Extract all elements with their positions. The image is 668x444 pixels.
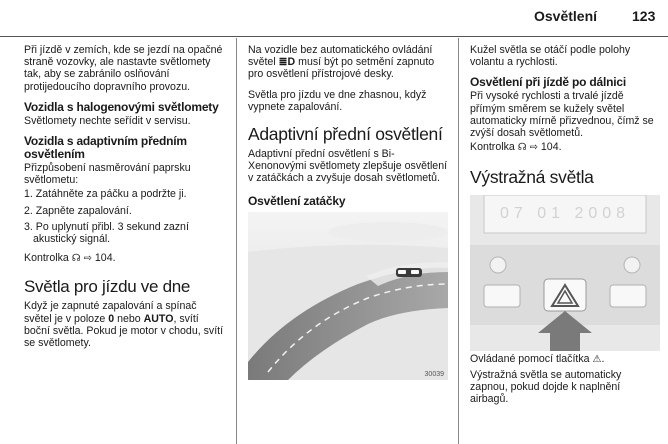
adaptive-paragraph: Přizpůsobení nasměrování paprsku světlometu: xyxy=(24,162,191,187)
headlight-icon: ≣D xyxy=(278,56,296,69)
page-reference: 104. xyxy=(540,141,562,154)
day-text-b: , svítí boční světla. Pokud je motor v chodu, svítí se světlomety. xyxy=(24,312,224,350)
column-divider-2 xyxy=(458,38,459,444)
heading-highway: Osvětlení při jízdě po dálnici xyxy=(470,75,627,90)
page-reference: 104. xyxy=(94,252,116,265)
page-number: 123 xyxy=(632,8,656,24)
header-divider xyxy=(0,36,668,37)
column-1 xyxy=(24,44,224,357)
steps-list xyxy=(24,188,224,245)
airbag-paragraph: Výstražná světla se automaticky zapnou, pokud dojde k naplnění airbagů. xyxy=(470,368,622,406)
curve-light-figure xyxy=(248,212,448,380)
light-range-icon: ☊ xyxy=(517,142,527,154)
button-paragraph xyxy=(470,353,660,366)
highway-paragraph: Při vysoké rychlosti a trvalé jízdě přímým směrem se kužely světel automaticky mírně přizvednou, čímž se zvýší dosah světlometů. xyxy=(470,90,654,140)
column-3 xyxy=(470,44,660,413)
switch-auto: AUTO xyxy=(143,312,174,325)
intro-paragraph: Při jízdě v zemích, kde se jezdí na opačné straně vozovky, ale nastavte světlomety tak, aby se zabránilo oslňování protijedoucího dopravního provozu. xyxy=(24,44,223,93)
heading-curve-light: Osvětlení zatáčky xyxy=(248,193,346,208)
switch-zero: 0 xyxy=(108,312,115,325)
day-lights-paragraph xyxy=(24,300,224,349)
kontrolka-label: Kontrolka xyxy=(470,141,515,154)
halogen-paragraph: Světlomety nechte seřídit v servisu. xyxy=(24,114,191,127)
light-range-icon: ☊ xyxy=(71,253,81,265)
page-header xyxy=(0,0,668,36)
arrow-right-icon: ⇨ xyxy=(83,253,92,265)
auto-lights-paragraph xyxy=(248,44,448,81)
hazard-warning-icon: ⚠ xyxy=(592,354,602,366)
road-illustration xyxy=(248,212,448,380)
day-text-a: Když je zapnuté zapalování a spínač světel je v poloze xyxy=(24,300,197,325)
section-title: Osvětlení xyxy=(534,8,598,24)
auto-text-a: Na vozidle bez automatického ovládání světel xyxy=(248,44,433,69)
figure-number: 30039 xyxy=(424,370,444,378)
heading-halogen: Vozidla s halogenovými světlomety xyxy=(24,99,219,114)
column-divider-1 xyxy=(236,38,237,444)
heading-day-lights: Světla pro jízdu ve dne xyxy=(24,277,191,297)
kontrolka-label: Kontrolka xyxy=(24,252,69,265)
cone-paragraph: Kužel světla se otáčí podle polohy volantu a rychlosti. xyxy=(470,44,631,69)
period: . xyxy=(601,353,605,366)
button-text: Ovládané pomocí tlačítka xyxy=(470,353,590,366)
auto-text-b: musí být po setmění zapnuto pro osvětlení přístrojové desky. xyxy=(248,56,435,81)
heading-adaptive: Vozidla s adaptivním předním osvětlením xyxy=(24,134,187,162)
hazard-figure xyxy=(470,195,660,351)
list-item: 2. Zapněte zapalování. xyxy=(24,204,132,217)
list-item: 1. Zatáhněte za páčku a podržte ji. xyxy=(24,188,187,201)
arrow-right-icon: ⇨ xyxy=(529,142,538,154)
heading-afl: Adaptivní přední osvětlení xyxy=(248,124,443,145)
heading-hazard: Výstražná světla xyxy=(470,167,594,188)
list-item: 3. Po uplynutí přibl. 3 sekund zazní akustický signál. xyxy=(24,220,189,246)
afl-paragraph: Adaptivní přední osvětlení s Bi-Xenonovými světlomety zlepšuje osvětlení v zatáčkách a zvyšuje dosah světlometů. xyxy=(248,148,448,185)
dashboard-date: 07 01 2008 xyxy=(500,205,631,223)
off-paragraph: Světla pro jízdu ve dne zhasnou, když vypnete zapalování. xyxy=(248,88,427,113)
day-text-or: nebo xyxy=(117,312,141,325)
kontrolka-ref xyxy=(470,141,660,154)
kontrolka-ref xyxy=(24,252,224,265)
column-2 xyxy=(248,44,448,380)
